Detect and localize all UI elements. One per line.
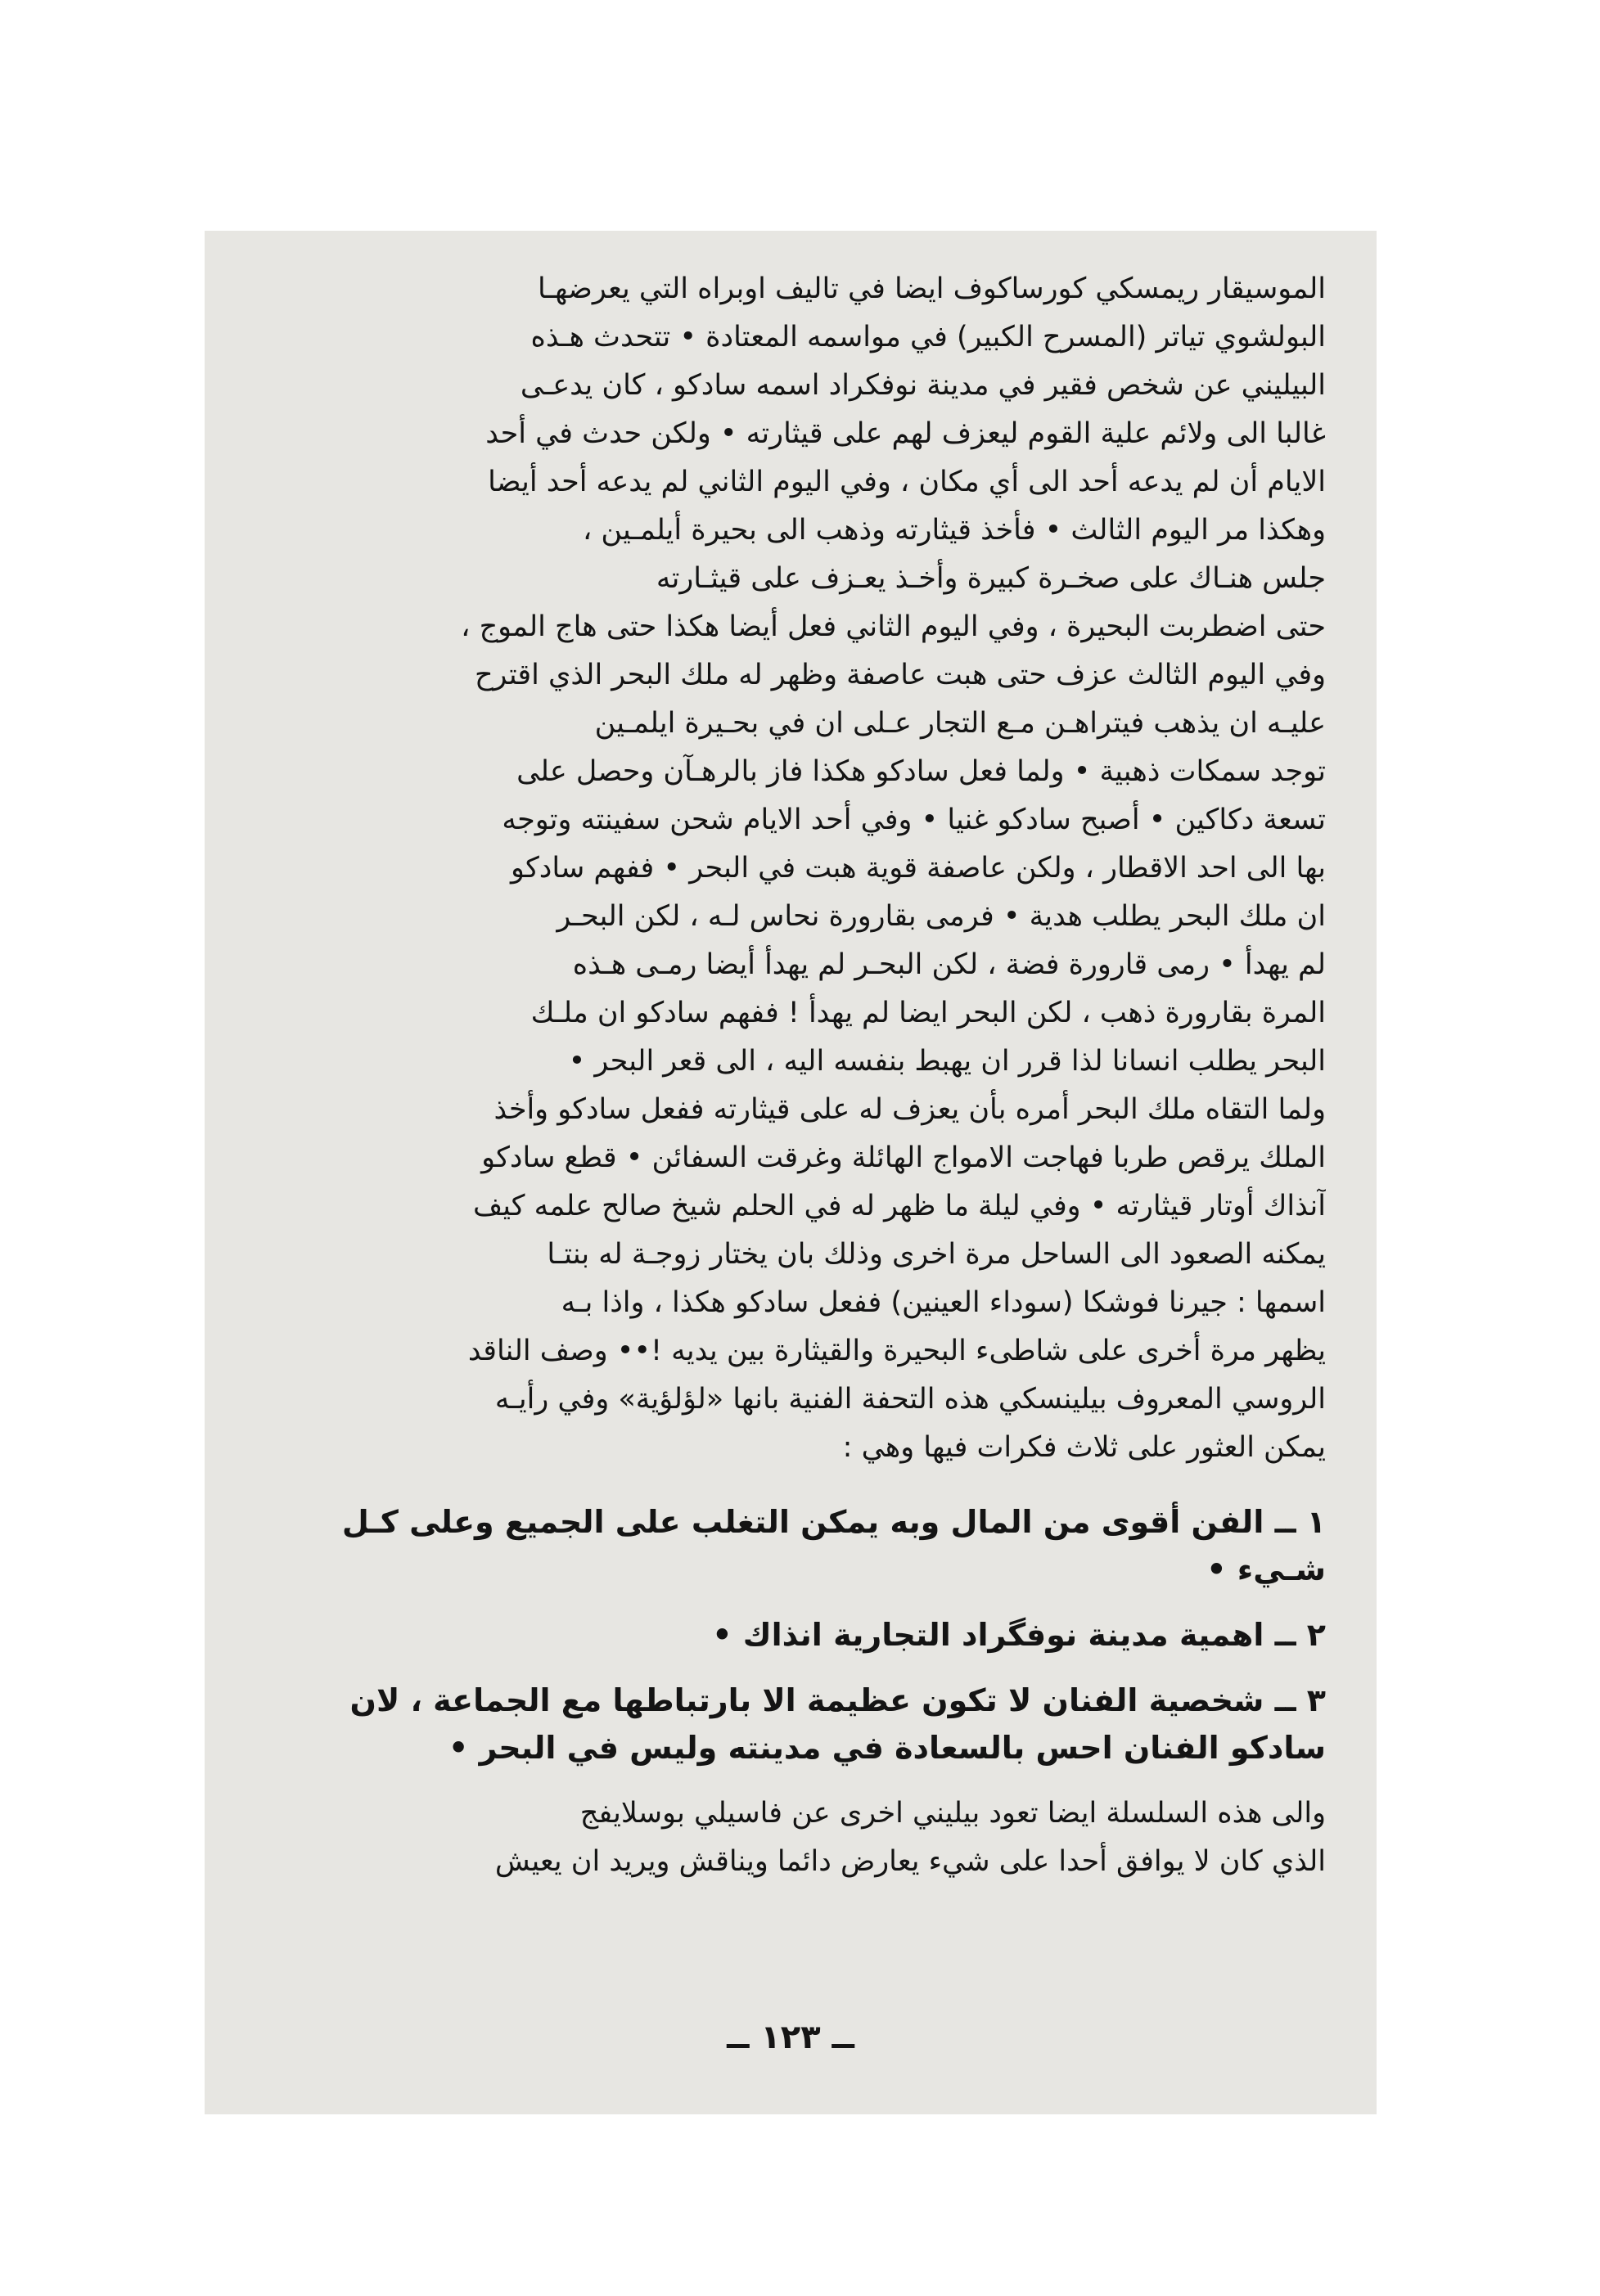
point-line: ٣ ــ شخصية الفنان لا تكون عظيمة الا بارتباطها مع الجماعة ، لان <box>349 1682 1326 1718</box>
body-line: يظهر مرة أخرى على شاطىء البحيرة والقيثارة بين يديه !•• وصف الناقد <box>467 1335 1326 1367</box>
body-line: عليـه ان يذهب فيتراهـن مـع التجار عـلى ان في بحـيرة ايلمـين <box>594 707 1326 740</box>
point-line: شـيء • <box>1206 1551 1326 1587</box>
point-line: سادكو الفنان احس بالسعادة في مدينته وليس في البحر • <box>448 1730 1326 1766</box>
body-line: وهكذا مر اليوم الثالث • فأخذ قيثارته وذهب الى بحيرة أيلمـين ، <box>582 514 1326 547</box>
closing-line: والى هذه السلسلة ايضا تعود بيليني اخرى عن فاسيلي بوسلايفج <box>579 1797 1326 1830</box>
body-line: المرة بقارورة ذهب ، لكن البحر ايضا لم يهدأ ! ففهم سادكو ان ملـك <box>530 997 1326 1029</box>
body-line: آنذاك أوتار قيثارته • وفي ليلة ما ظهر له في الحلم شيخ صالح علمه كيف <box>472 1190 1326 1222</box>
body-line: ان ملك البحر يطلب هدية • فرمى بقارورة نحاس لـه ، لكن البحـر <box>557 900 1326 933</box>
body-line: بها الى احد الاقطار ، ولكن عاصفة قوية هبت في البحر • ففهم سادكو <box>510 852 1326 885</box>
scanned-page <box>205 231 1377 2114</box>
point-line: ١ ــ الفن أقوى من المال وبه يمكن التغلب على الجميع وعلى كـل <box>341 1504 1326 1540</box>
body-line: حتى اضطربت البحيرة ، وفي اليوم الثاني فعل أيضا هكذا حتى هاج الموج ، <box>461 610 1326 643</box>
closing-line: الذي كان لا يوافق أحدا على شيء يعارض دائما ويناقش ويريد ان يعيش <box>494 1845 1326 1878</box>
body-line: البولشوي تياتر (المسرح الكبير) في مواسمه المعتادة • تتحدث هـذه <box>530 321 1326 353</box>
body-line: يمكنه الصعود الى الساحل مرة اخرى وذلك بان يختار زوجـة له بنتـا <box>547 1238 1326 1271</box>
body-line: الروسي المعروف بيلينسكي هذه التحفة الفنية بانها «لؤلؤية» وفي رأيـه <box>494 1383 1326 1416</box>
body-line: توجد سمكات ذهبية • ولما فعل سادكو هكذا فاز بالرهـآن وحصل على <box>516 755 1326 788</box>
body-line: الموسيقار ريمسكي كورساكوف ايضا في تاليف اوبراه التي يعرضهـا <box>538 272 1326 305</box>
body-line: يمكن العثور على ثلاث فكرات فيها وهي : <box>842 1431 1326 1464</box>
point-line: ٢ ــ اهمية مدينة نوفگراد التجارية انذاك • <box>712 1617 1326 1653</box>
body-line: البيليني عن شخص فقير في مدينة نوفكراد اسمه سادكو ، كان يدعـى <box>520 369 1326 402</box>
body-line: ولما التقاه ملك البحر أمره بأن يعزف له على قيثارته ففعل سادكو وأخذ <box>494 1093 1326 1126</box>
point-1 <box>262 1498 1326 1593</box>
body-line: وفي اليوم الثالث عزف حتى هبت عاصفة وظهر له ملك البحر الذي اقترح <box>474 659 1326 691</box>
body-line: اسمها : جيرنا فوشكا (سوداء العينين) ففعل سادكو هكذا ، واذا بـه <box>561 1286 1326 1319</box>
body-line: لم يهدأ • رمى قارورة فضة ، لكن البحـر لم يهدأ أيضا رمـى هـذه <box>572 948 1326 981</box>
body-line: غالبا الى ولائم علية القوم ليعزف لهم على قيثارته • ولكن حدث في أحد <box>485 417 1326 450</box>
body-line: تسعة دكاكين • أصبح سادكو غنيا • وفي أحد الايام شحن سفينته وتوجه <box>502 804 1326 836</box>
page-text <box>262 265 1326 1886</box>
point-3 <box>262 1677 1326 1772</box>
body-line: الملك يرقص طربا فهاجت الامواج الهائلة وغرقت السفائن • قطع سادكو <box>481 1141 1326 1174</box>
body-line: البحر يطلب انسانا لذا قرر ان يهبط بنفسه اليه ، الى قعر البحر • <box>568 1045 1326 1078</box>
page-number: ــ ١٢٣ ــ <box>727 2019 854 2056</box>
body-line: جلس هنـاك على صخـرة كبيرة وأخـذ يعـزف على قيثـارته <box>656 562 1326 595</box>
point-2 <box>262 1611 1326 1659</box>
body-line: الايام أن لم يدعه أحد الى أي مكان ، وفي اليوم الثاني لم يدعه أحد أيضا <box>488 466 1326 498</box>
